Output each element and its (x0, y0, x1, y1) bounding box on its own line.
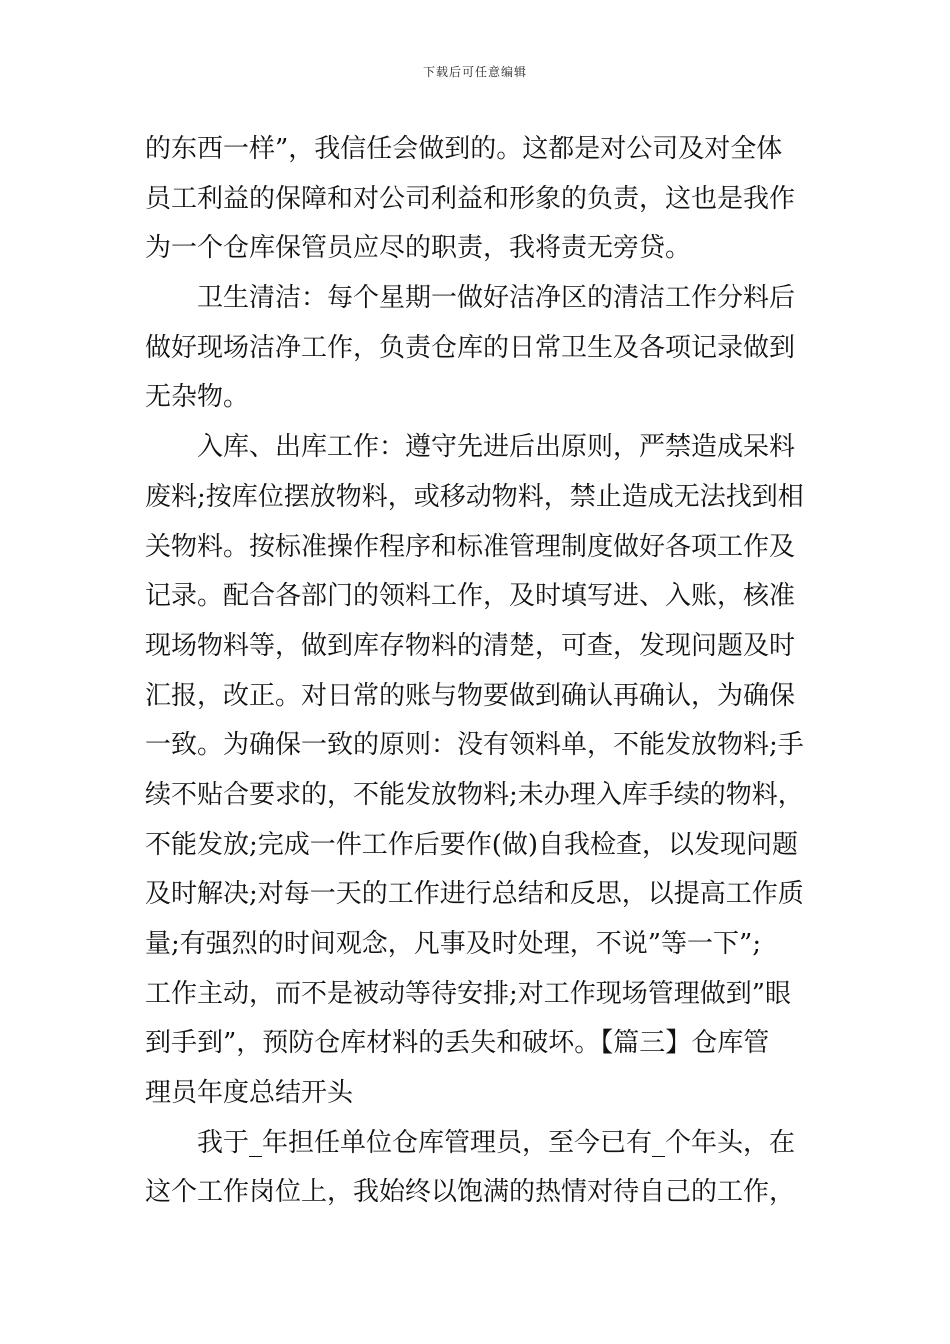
text-line: 汇报，改正。对日常的账与物要做到确认再确认，为确保 (145, 680, 796, 711)
text-line: 量;有强烈的时间观念，凡事及时处理，不说”等一下”; (145, 929, 762, 959)
text-line: 的东西一样”，我信任会做到的。这都是对公司及对全体 (145, 134, 783, 164)
text-line: 理员年度总结开头 (145, 1078, 354, 1109)
text-line: 关物料。按标准操作程序和标准管理制度做好各项工作及 (145, 531, 796, 562)
text-line: 废料;按库位摆放物料，或移动物料，禁止造成无法找到相 (145, 481, 804, 512)
text-line: 员工利益的保障和对公司利益和形象的负责，这也是我作 (145, 183, 796, 214)
text-line: 现场物料等，做到库存物料的清楚，可查，发现问题及时 (145, 630, 796, 661)
text-line: 做好现场洁净工作，负责仓库的日常卫生及各项记录做到 (145, 332, 796, 363)
text-line: 记录。配合各部门的领料工作，及时填写进、入账，核准 (145, 581, 796, 612)
text-line: 入库、出库工作：遵守先进后出原则，严禁造成呆料 (197, 432, 796, 463)
text-line: 续不贴合要求的，不能发放物料;未办理入库手续的物料， (145, 779, 804, 810)
text-line: 工作主动，而不是被动等待安排;对工作现场管理做到”眼 (145, 978, 792, 1009)
text-line: 无杂物。 (145, 382, 250, 413)
page-header: 下载后可任意编辑 (422, 65, 527, 79)
text-line: 为一个仓库保管员应尽的职责，我将责无旁贷。 (145, 233, 692, 264)
text-line: 我于_年担任单位仓库管理员，至今已有_个年头，在 (197, 1127, 796, 1158)
text-line: 卫生清洁：每个星期一做好洁净区的清洁工作分料后 (197, 283, 796, 314)
text-line: 不能发放;完成一件工作后要作(做)自我检查，以发现问题 (145, 829, 799, 860)
document-body (145, 125, 810, 1218)
text-line: 这个工作岗位上，我始终以饱满的热情对待自己的工作， (145, 1177, 796, 1208)
text-line: 及时解决;对每一天的工作进行总结和反思，以提高工作质 (145, 879, 804, 910)
text-line: 到手到”，预防仓库材料的丢失和破坏。【篇三】仓库管 (145, 1028, 770, 1059)
text-line: 一致。为确保一致的原则：没有领料单，不能发放物料;手 (145, 730, 804, 761)
